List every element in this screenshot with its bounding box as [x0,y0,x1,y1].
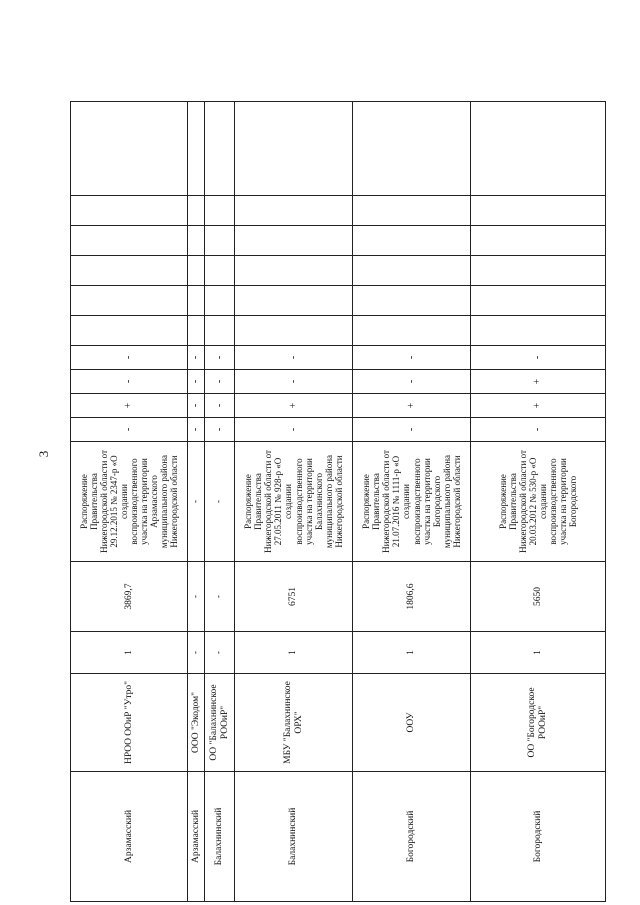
count-cell: - [205,632,235,674]
empty-cell [235,256,353,286]
area-cell: - [205,562,235,632]
table-row [353,102,471,902]
count-cell: 1 [353,632,471,674]
organization-cell: ООУ [353,674,471,772]
organization-cell: МБУ "Балахнинское ОРХ" [235,674,353,772]
area-cell: 3869,7 [71,562,188,632]
table-row [235,102,353,902]
empty-cell [205,256,235,286]
area-cell: 1806,6 [353,562,471,632]
organization-cell: НРОО ООиР "Утро" [71,674,188,772]
empty-cell [471,196,606,226]
mark-cell: - [188,346,205,370]
area-cell: - [188,562,205,632]
empty-cell [353,226,471,256]
mark-cell: - [188,418,205,442]
district-cell: Богородский [471,772,606,902]
area-cell: 6751 [235,562,353,632]
mark-cell: - [205,394,235,418]
district-cell: Балахнинский [205,772,235,902]
mark-cell: - [235,346,353,370]
mark-cell: - [353,346,471,370]
empty-cell [71,286,188,316]
empty-cell [235,316,353,346]
empty-cell [471,226,606,256]
mark-cell: - [235,418,353,442]
empty-cell [205,196,235,226]
area-cell: 5650 [471,562,606,632]
empty-cell [71,196,188,226]
empty-cell [353,316,471,346]
mark-cell: - [71,418,188,442]
count-cell: 1 [471,632,606,674]
page-number: 3 [36,450,51,458]
document-cell: - [205,442,235,562]
mark-cell: - [205,346,235,370]
table-row [71,102,188,902]
mark-cell: - [353,370,471,394]
empty-cell [235,196,353,226]
empty-cell [188,256,205,286]
register-table-container [70,102,605,902]
empty-cell [71,226,188,256]
table-row [205,102,235,902]
empty-cell [188,286,205,316]
mark-cell: - [205,418,235,442]
mark-cell: - [71,346,188,370]
empty-cell [471,102,606,196]
empty-cell [353,286,471,316]
document-cell: Распоряжение Правительства Нижегородской области от 27.05.2011 № 928-р «О создании воспроизводственного участка на территории Балахнинского муниципального района Нижегородской области [235,442,353,562]
document-cell: - [188,442,205,562]
empty-cell [353,256,471,286]
empty-cell [471,256,606,286]
empty-cell [353,102,471,196]
mark-cell: + [71,394,188,418]
register-table [70,101,606,902]
empty-cell [71,256,188,286]
empty-cell [235,226,353,256]
table-row [188,102,205,902]
mark-cell: - [235,370,353,394]
mark-cell: - [471,418,606,442]
mark-cell: - [471,346,606,370]
empty-cell [471,286,606,316]
mark-cell: + [471,370,606,394]
count-cell: 1 [235,632,353,674]
table-row [471,102,606,902]
organization-cell: ООО "Экодом" [188,674,205,772]
empty-cell [71,316,188,346]
district-cell: Богородский [353,772,471,902]
empty-cell [188,316,205,346]
count-cell: - [188,632,205,674]
empty-cell [353,196,471,226]
empty-cell [205,226,235,256]
empty-cell [471,316,606,346]
empty-cell [205,102,235,196]
mark-cell: + [353,394,471,418]
count-cell: 1 [71,632,188,674]
mark-cell: - [188,370,205,394]
empty-cell [188,102,205,196]
organization-cell: ОО "Балахнинское РООиР" [205,674,235,772]
mark-cell: - [188,394,205,418]
empty-cell [235,102,353,196]
mark-cell: + [235,394,353,418]
empty-cell [205,286,235,316]
empty-cell [71,102,188,196]
empty-cell [188,196,205,226]
empty-cell [188,226,205,256]
empty-cell [235,286,353,316]
empty-cell [205,316,235,346]
mark-cell: - [71,370,188,394]
district-cell: Арзамасский [188,772,205,902]
mark-cell: - [205,370,235,394]
district-cell: Арзамасский [71,772,188,902]
mark-cell: - [353,418,471,442]
district-cell: Балахнинский [235,772,353,902]
mark-cell: + [471,394,606,418]
organization-cell: ОО "Богородское РООиР" [471,674,606,772]
document-cell: Распоряжение Правительства Нижегородской области от 20.03.2012 № 530-р «О создании воспроизводственного участка на территории Богородского [471,442,606,562]
document-cell: Распоряжение Правительства Нижегородской области от 21.07.2016 № 1111-р «О создании воспроизводственного участка на территории Богородского муниципального района Нижегородской области [353,442,471,562]
document-cell: Распоряжение Правительства Нижегородской области от 29.12.2015 № 2347-р «О создании воспроизводственного участка на территории Арзамасского муниципального района Нижегородской области [71,442,188,562]
